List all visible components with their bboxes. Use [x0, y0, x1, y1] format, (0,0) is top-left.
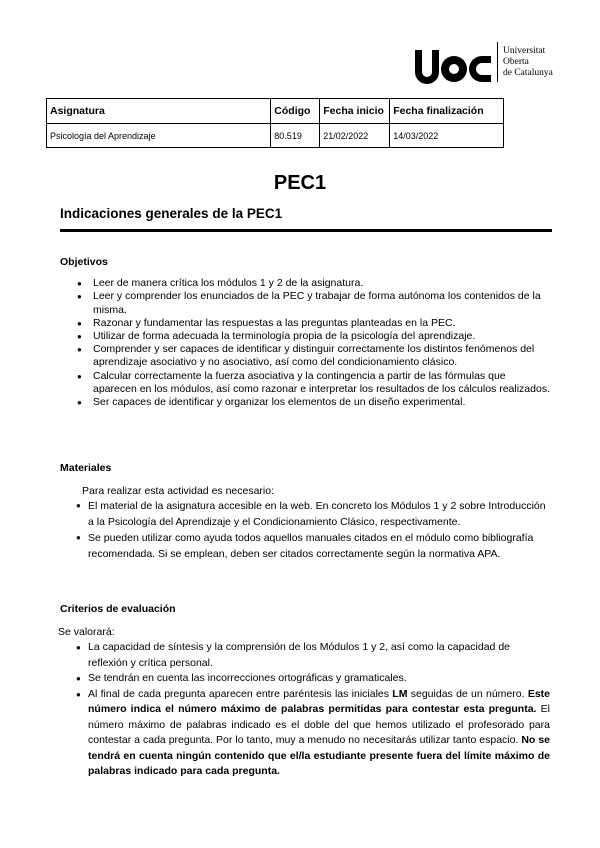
list-item: ● Leer y comprender los enunciados de la PEC y trabajar de forma autónoma los contenidos de la misma.: [93, 290, 550, 316]
criterios-list: [88, 640, 550, 780]
bold-run: Este número indica el número máximo de palabras permitidas para contestar esta pregunta.: [88, 687, 550, 716]
list-item: ● Razonar y fundamentar las respuestas a las preguntas planteadas en la PEC.: [93, 317, 550, 330]
uoc-logo-text: [497, 42, 553, 82]
list-item: ● Comprender y ser capaces de identificar y distinguir correctamente los distintos fenómenos del aprendizaje asociativo y no asociativo, así como del condicionamiento clásico.: [93, 343, 550, 369]
divider: [60, 229, 552, 232]
uoc-logo-mark: [415, 40, 491, 84]
list-item: ● La capacidad de síntesis y la comprensión de los Módulos 1 y 2, así como la capacidad de reflexión y crítica personal.: [88, 640, 550, 671]
cell-fecha-inicio: 21/02/2022: [320, 124, 390, 148]
list-item-word-limit: [88, 687, 550, 780]
text-run: El número máximo de palabras indicado es el doble del que hemos utilizado el profesorado para contestar a cada pregunta. Por lo tanto, muy a menudo no necesitarás utilizar tanto espacio.: [88, 703, 550, 747]
list-item: ● Se pueden utilizar como ayuda todos aquellos manuales citados en el módulo como bibliografía recomendada. Si se emplean, deben ser citados correctamente según la normativa APA.: [88, 530, 550, 562]
cell-asignatura: Psicología del Aprendizaje: [47, 124, 271, 148]
text-run: Al final de cada pregunta aparecen entre paréntesis las iniciales: [88, 687, 393, 700]
page-subtitle: Indicaciones generales de la PEC1: [60, 206, 283, 221]
list-item: ● Utilizar de forma adecuada la terminología propia de la psicología del aprendizaje.: [93, 330, 550, 343]
section-intro: Se valorará:: [58, 626, 115, 639]
materiales-section: [60, 462, 550, 562]
bold-run: LM: [392, 687, 408, 700]
objetivos-section: [60, 256, 550, 409]
list-item: ● El material de la asignatura accesible en la web. En concreto los Módulos 1 y 2 sobre Introducción a la Psicología del Aprendizaje y el Condicionamiento Clásico, respectivamente.: [88, 498, 550, 530]
table-header-row: [47, 99, 504, 124]
header-asignatura: Asignatura: [47, 99, 271, 124]
cell-fecha-finalizacion: 14/03/2022: [390, 124, 504, 148]
section-intro: Para realizar esta actividad es necesario:: [82, 485, 275, 498]
logo-line: Universitat: [503, 45, 546, 56]
list-item: ● Leer de manera crítica los módulos 1 y 2 de la asignatura.: [93, 277, 550, 290]
header-fecha-inicio: Fecha inicio: [320, 99, 390, 124]
subject-info-table: [46, 98, 504, 148]
bold-run: No se tendrá en cuenta ningún contenido que el/la estudiante presente fuera del límite máximo de palabras indicado para cada pregunta.: [88, 734, 550, 778]
cell-codigo: 80.519: [271, 124, 320, 148]
objetivos-list: [93, 277, 550, 409]
text-run: seguidas de un número.: [407, 687, 528, 700]
materiales-list: [88, 498, 550, 562]
page-title: PEC1: [273, 172, 327, 194]
section-heading: Materiales: [60, 462, 112, 474]
list-item: ● Se tendrán en cuenta las incorrecciones ortográficas y gramaticales.: [88, 671, 550, 687]
criterios-section: [60, 603, 550, 780]
uoc-logo: [415, 40, 553, 84]
list-item: ● Calcular correctamente la fuerza asociativa y la contingencia a partir de las fórmulas que aparecen en los módulos, así como razonar e interpretar los resultados de los cálculos realizados.: [93, 370, 550, 396]
logo-line: Oberta: [503, 56, 529, 67]
list-item: ● Ser capaces de identificar y organizar los elementos de un diseño experimental.: [93, 396, 550, 409]
section-heading: Objetivos: [60, 256, 108, 268]
header-fecha-finalizacion: Fecha finalización: [390, 99, 504, 124]
header-codigo: Código: [271, 99, 320, 124]
table-row: [47, 124, 504, 148]
logo-line: de Catalunya: [503, 67, 553, 78]
section-heading: Criterios de evaluación: [60, 603, 176, 615]
